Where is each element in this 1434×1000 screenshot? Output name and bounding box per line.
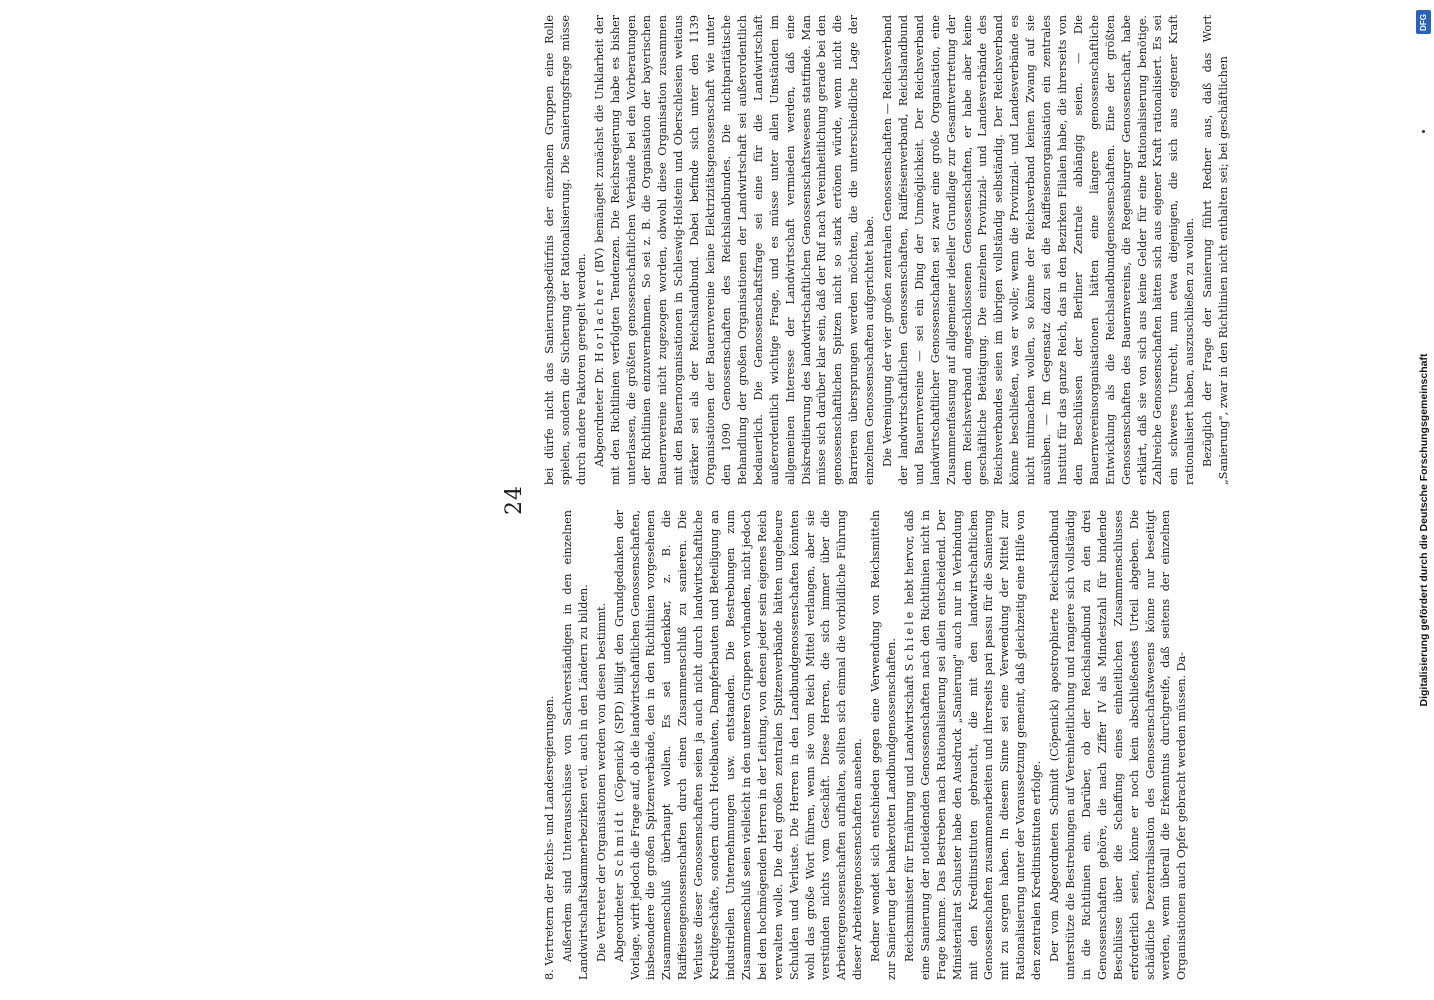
digitization-credit-text: Digitalisierung gefördert durch die Deutsche Forschungsgemeinschaft xyxy=(1418,353,1430,707)
right-column xyxy=(542,15,1234,485)
text-run: (Cöpenick) (SPD) billigt den Grundgedanken der Vorlage, wirft jedoch die Frage auf, ob die landwirtschaftlichen Genossenschaften, insbesondere die großen Spitzenverbände, den in den Richtlinien vorgesehenen Zusammenschluß überhaupt wollen. Es sei undenkbar, z. B. die Raiffeisengenossenschaften durch einen Zusammenschluß zu sanieren. Die Verluste dieser Genossenschaften seien ja auch nicht durch landwirtschaftliche Kreditgeschäfte, sondern durch Hotelbauten, Dampferbauten und Beteiligung an industriellen Unternehmungen usw. entstanden. Die Bestrebungen zum Zusammenschluß seien vielleicht in den unteren Gruppen vorhanden, nicht jedoch bei den hochmögenden Herren in der Leitung, von denen jeder sein eigenes Reich verwalten wolle. Die drei großen zentralen Spitzenverbände hätten ungeheure Schulden und Verluste. Die Herren in den Landbundgenossenschaften könnten wohl das große Wort führen, wenn sie vom Reich Mittel verlangen, aber sie verstünden nichts vom Geschäft. Diese Herren, die sich immer über die Arbeitergenossenschaften aufhalten, sollten sich einmal die vorbildliche Führung dieser Arbeitergenossenschaften ansehen. xyxy=(612,509,865,980)
paragraph xyxy=(902,510,1045,980)
paragraph: bei dürfe nicht das Sanierungsbedürfnis der einzelnen Gruppen eine Rolle spielen, sondern die Sicherung der Rationalisierung. Die Sanierungsfrage müsse durch andere Faktoren geregelt werden. xyxy=(543,15,588,485)
dot-mark xyxy=(1422,130,1425,133)
page-number: 24 xyxy=(502,485,527,515)
speaker-name: Horlacher xyxy=(592,277,606,363)
list-item-8: 8. Vertretern der Reichs- und Landesregierungen. xyxy=(543,695,556,980)
text-run: Abgeordneter Dr. xyxy=(592,366,606,467)
paragraph: Redner wendet sich entschieden gegen eine Verwendung von Reichsmitteln zur Sanierung der bankerotten Landbundgenossenschaften. xyxy=(869,510,899,980)
speaker-name: Schiele xyxy=(902,608,916,672)
text-run: Abgeordneter xyxy=(612,883,626,962)
paragraph xyxy=(612,510,867,980)
text-run: Reichsminister für Ernährung und Landwirtschaft xyxy=(902,675,916,962)
dfg-logo: DFG xyxy=(1416,10,1431,34)
paragraph: Der vom Abgeordneten Schmidt (Cöpenick) apostrophierte Reichslandbund unterstütze die Bestrebungen auf Vereinheitlichung und rangiere sich vollständig in die Richtlinien ein. Darüber, ob der Reichslandbund zu den drei Genossenschaften gehöre, die nach Ziffer IV als Mindestzahl für bindende Beschlüsse über die Schaffung eines einheitlichen Zusammenschlusses erforderlich seien, könne er noch kein abschließendes Urteil abgeben. Die schädliche Dezentralisation des Genossenschaftswesens könne nur beseitigt werden, wenn überall die Erkenntnis durchgreife, daß seitens der einzelnen Organisationen auch Opfer gebracht werden müssen. Da- xyxy=(1048,510,1189,980)
digitization-credit-strip xyxy=(1414,0,1434,1000)
left-column xyxy=(542,510,1192,980)
speaker-name: Schmidt xyxy=(612,808,626,877)
paragraph: Bezüglich der Frage der Sanierung führt Redner aus, daß das Wort „Sanierung", zwar in den Richtlinien nicht enthalten sei; bei geschäftlichen xyxy=(1201,15,1231,485)
text-run: hebt hervor, daß eine Sanierung der notleidenden Genossenschaften nach den Richtlinien nicht in Frage komme. Das Bestreben nach Rationalisierung sei allein entscheidend. Der Ministerialrat Schuster habe den Ausdruck „Sanierung" auch nur in Verbindung mit den Kreditinstituten gebraucht, die mit den landwirtschaftlichen Genossenschaften zusammenarbeiten und ihrerseits pari passu für die Sanierung mit zu sorgen haben. In diesem Sinne sei eine Verwendung der Mittel zur Rationalisierung unter der Voraussetzung gemeint, daß gleichzeitig eine Hilfe von den zentralen Kreditinstituten erfolge. xyxy=(902,510,1044,980)
paragraph xyxy=(592,15,878,485)
paragraph: Die Vertreter der Organisationen werden von diesen bestimmt. xyxy=(594,602,608,962)
text-run: (BV) bemängelt zunächst die Unklarheit der mit den Richtlinien verfolgten Tendenzen. Die Reichsregierung habe es bisher unterlassen, die größten genossenschaftlichen Verbände bei den Vorberatungen der Richtlinien einzuvernehmen. So sei z. B. die Organisation der bayerischen Bauernvereine nicht zugezogen worden, obwohl diese Organisation zusammen mit den Bauernorganisationen in Schleswig-Holstein und Oberschlesien weitaus stärker sei als der Reichslandbund. Dabei befinde sich unter den 1139 Organisationen der Bauernvereine keine Elektrizitätsgenossenschaft wie unter den 1090 Genossenschaften des Reichslandbundes. Die nichtparitätische Behandlung der großen Organisationen der Landwirtschaft sei außerordentlich bedauerlich. Die Genossenschaftsfrage sei eine für die Landwirtschaft außerordentlich wichtige Frage, und es müsse unter allen Umständen im allgemeinen Interesse der Landwirtschaft vermieden werden, daß eine Diskreditierung des landwirtschaftlichen Genossenschaftswesens stattfinde. Man müsse sich darüber klar sein, daß der Ruf nach Vereinheitlichung gerade bei den genossenschaftlichen Spitzen nicht so stark ertönen würde, wenn nicht die Barrieren übersprungen werden möchten, die die unterschiedliche Lage der einzelnen Genossenschaften aufgerichtet habe. xyxy=(592,14,877,485)
paragraph: Die Vereinigung der vier großen zentralen Genossenschaften — Reichsverband der landwirtschaftlichen Genossenschaften, Raiffeisenverband, Reichslandbund und Bauernvereine — sei ein Ding der Unmöglichkeit. Der Reichsverband landwirtschaftlicher Genossenschaften sei zwar eine große Organisation, eine Zusammenfassung auf allgemeiner ideeller Grundlage zur Gesamtvertretung der dem Reichsverband angeschlossenen Genossenschaften, er habe aber keine geschäftliche Betätigung. Die einzelnen Provinzial- und Landesverbände des Reichsverbandes seien im übrigen vollständig selbständig. Der Reichsverband könne beschließen, was er wolle; wenn die Provinzial- und Landesverbände es nicht mitmachen wollen, so könne der Reichsverband keinen Zwang auf sie ausüben. — Im Gegensatz dazu sei die Raiffeisenorganisation ein zentrales Institut für das ganze Reich, das in den Bezirken Filialen habe, die ihrerseits von den Beschlüssen der Berliner Zentrale abhängig seien. — Die Bauernvereinsorganisationen hätten eine längere genossenschaftliche Entwicklung als die Reichslandbundgenossenschaften. Eine der größten Genossenschaften des Bauernvereins, die Regensburger Genossenschaft, habe erklärt, daß sie von sich aus keine Gelder für eine Rationalisierung benötige. Zahlreiche Genossenschaften hätten sich aus eigener Kraft rationalisiert. Es sei ein schweres Unrecht, nun etwa diejenigen, die sich aus eigener Kraft rationalisiert haben, auszuschließen zu wollen. xyxy=(881,15,1197,485)
paragraph: Außerdem sind Unterausschüsse von Sachverständigen in den einzelnen Landwirtschaftskammerbezirken evtl. auch in den Ländern zu bilden. xyxy=(560,510,590,980)
